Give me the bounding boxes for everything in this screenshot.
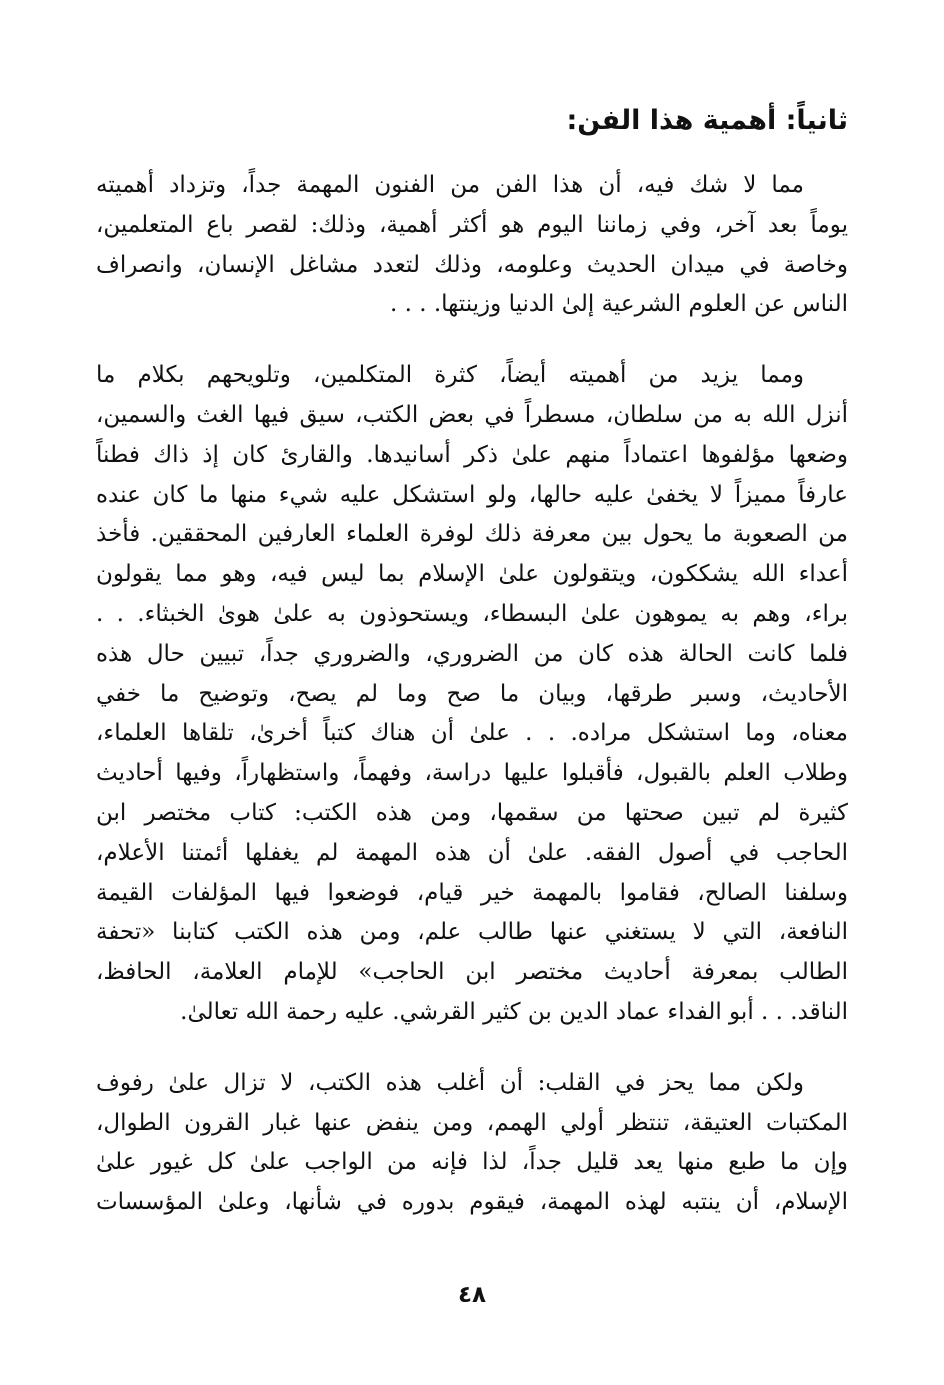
text-line: الطالب بمعرفة أحاديث مختصر ابن الحاجب» للإمام العلامة، الحافظ، (96, 959, 848, 986)
text-line: معناه، وما استشكل مراده. . . علىٰ أن هناك كتباً أخرىٰ، تلقاها العلماء، (96, 720, 848, 747)
text-line: الناس عن العلوم الشرعية إلىٰ الدنيا وزينتها. . . . (389, 291, 848, 318)
text-line: كثيرة لم تبين صحتها من سقمها، ومن هذه الكتب: كتاب مختصر ابن (96, 799, 848, 826)
paragraph-2 (96, 356, 848, 1033)
text-line: فلما كانت الحالة هذه كان من الضروري، والضروري جداً، تبيين حال هذه (96, 640, 848, 667)
text-line: الأحاديث، وسبر طرقها، وبيان ما صح وما لم يصح، وتوضيح ما خفي (96, 680, 848, 707)
page-number: ٤٨ (457, 1282, 487, 1308)
text-line: وسلفنا الصالح، فقاموا بالمهمة خير قيام، فوضعوا فيها المؤلفات القيمة (96, 879, 848, 906)
text-line: وطلاب العلم بالقبول، فأقبلوا عليها دراسة، وفهماً، واستظهاراً، وفيها أحاديث (96, 760, 848, 787)
text-line: وإن ما طبع منها يعد قليل جداً، لذا فإنه من الواجب علىٰ كل غيور علىٰ (96, 1149, 848, 1176)
text-line: المكتبات العتيقة، تنتظر أولي الهمم، ومن ينفض عنها غبار القرون الطوال، (96, 1109, 848, 1136)
text-line: أنزل الله به من سلطان، مسطراً في بعض الكتب، سيق فيها الغث والسمين، (96, 401, 848, 428)
text-line: براء، وهم به يموهون علىٰ البسطاء، ويستحوذون به علىٰ هوىٰ الخبثاء. . . (96, 600, 848, 627)
section-heading: ثانياً: أهمية هذا الفن: (566, 105, 848, 136)
text-line: وضعها مؤلفوها اعتماداً منهم علىٰ ذكر أسانيدها. والقارئ كان إذ ذاك فطناً (96, 441, 848, 468)
text-line: وخاصة في ميدان الحديث وعلومه، وذلك لتعدد مشاغل الإنسان، وانصراف (96, 251, 848, 278)
text-line: ولكن مما يحز في القلب: أن أغلب هذه الكتب، لا تزال علىٰ رفوف (96, 1069, 804, 1096)
paragraph-gap (96, 325, 848, 356)
text-line: الناقد. . . أبو الفداء عماد الدين بن كثير القرشي. عليه رحمة الله تعالىٰ. (180, 998, 848, 1025)
paragraph-3 (96, 1064, 848, 1223)
text-line: الإسلام، أن ينتبه لهذه المهمة، فيقوم بدوره في شأنها، وعلىٰ المؤسسات (96, 1189, 848, 1216)
text-line: من الصعوبة ما يحول بين معرفة ذلك لوفرة العلماء العارفين المحققين. فأخذ (96, 521, 848, 548)
text-line: يوماً بعد آخر، وفي زماننا اليوم هو أكثر أهمية، وذلك: لقصر باع المتعلمين، (96, 211, 848, 238)
text-line: النافعة، التي لا يستغني عنها طالب علم، ومن هذه الكتب كتابنا «تحفة (96, 919, 848, 946)
text-line: ومما يزيد من أهميته أيضاً، كثرة المتكلمين، وتلويحهم بكلام ما (96, 362, 804, 389)
text-line: مما لا شك فيه، أن هذا الفن من الفنون المهمة جداً، وتزداد أهميته (96, 172, 804, 198)
text-line: عارفاً مميزاً لا يخفىٰ عليه حالها، ولو استشكل عليه شيء منها ما كان عنده (96, 481, 848, 508)
text-line: أعداء الله يشككون، ويتقولون علىٰ الإسلام بما ليس فيه، وهو مما يقولون (96, 561, 848, 588)
paragraph-gap (96, 1033, 848, 1064)
page-body (96, 92, 848, 1352)
text-line: الحاجب في أصول الفقه. علىٰ أن هذه المهمة لم يغفلها أئمتنا الأعلام، (96, 839, 848, 866)
paragraph-1 (96, 166, 848, 325)
